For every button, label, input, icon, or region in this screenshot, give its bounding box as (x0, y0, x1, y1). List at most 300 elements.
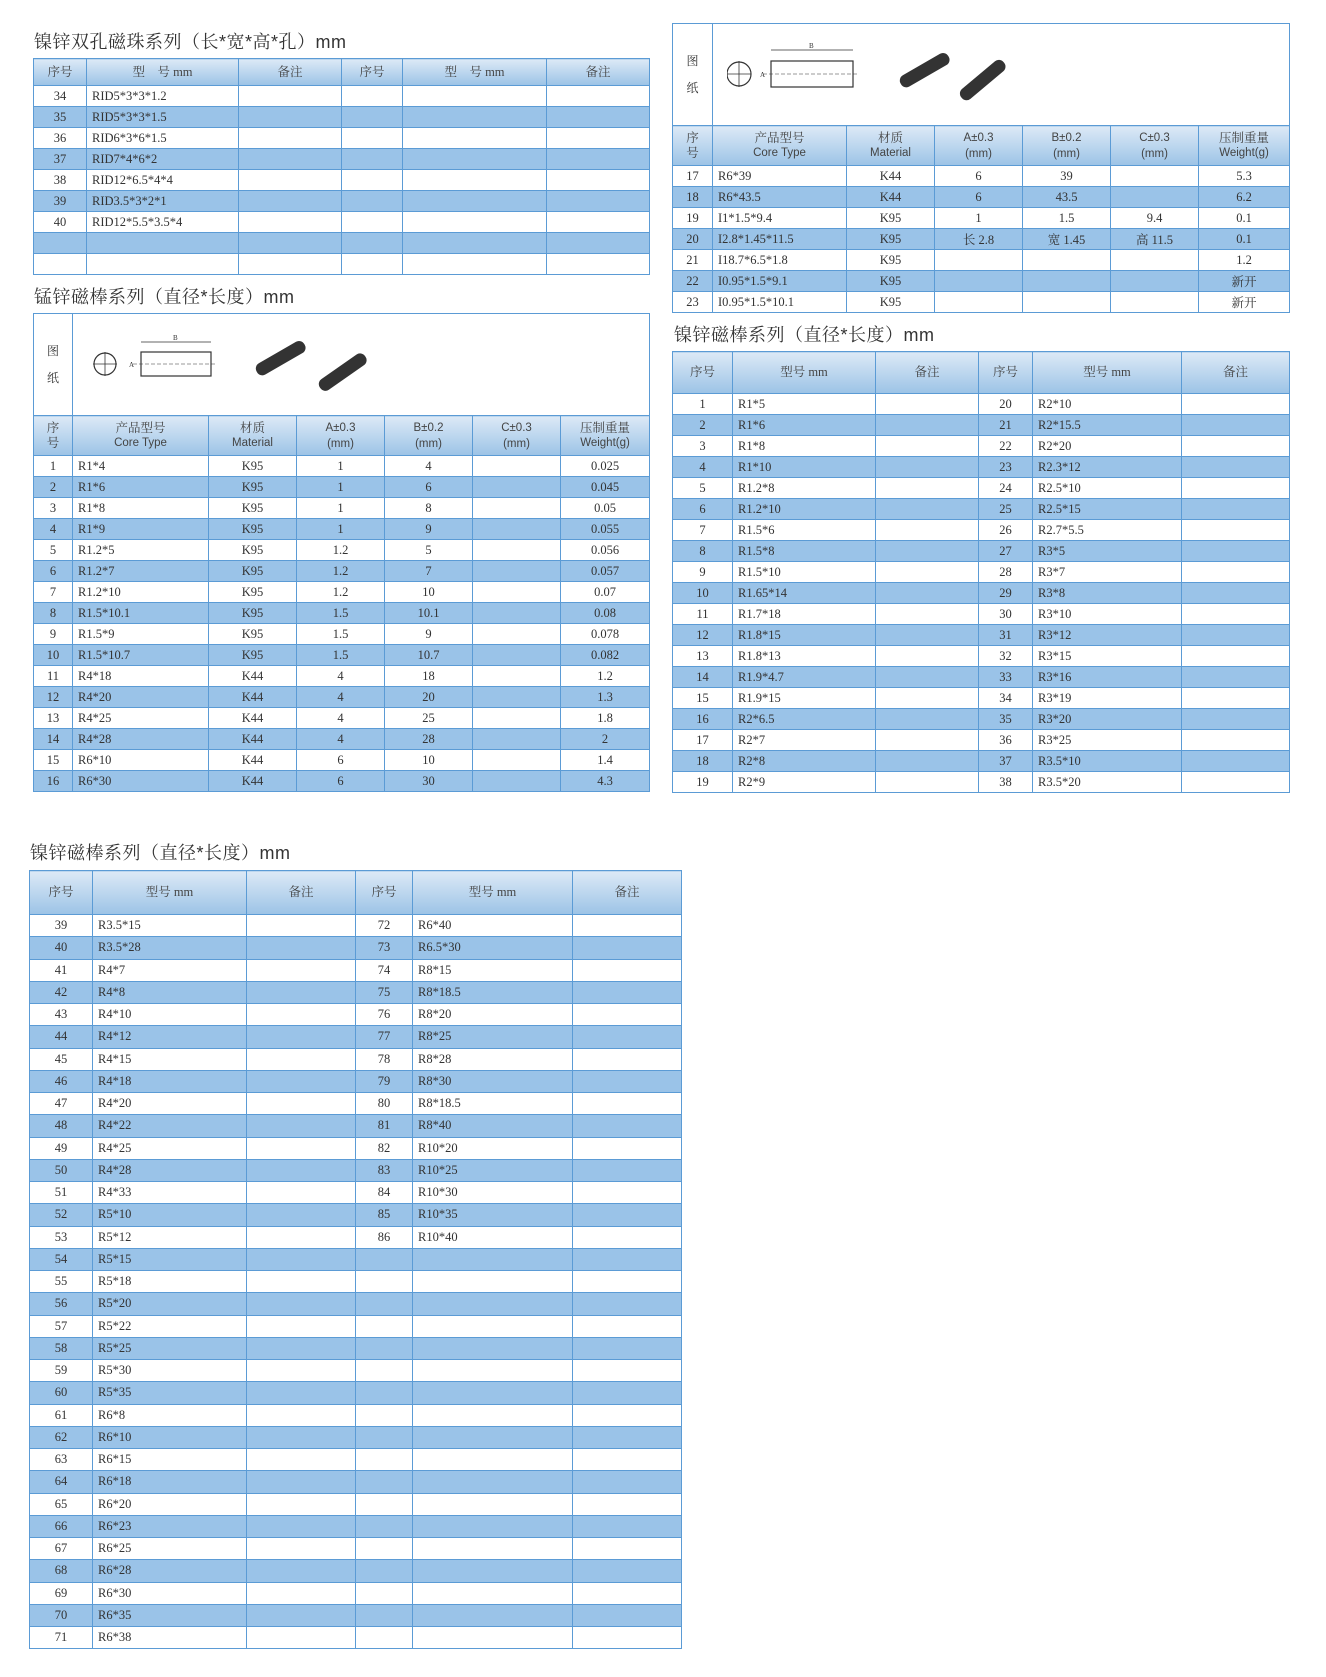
table-cell: 5 (385, 540, 473, 561)
table-cell (473, 477, 561, 498)
table-cell: R3*16 (1033, 667, 1182, 688)
table-cell: R1.9*15 (733, 688, 876, 709)
table-cell: K44 (847, 166, 935, 187)
table-cell: 41 (30, 959, 93, 981)
table-cell: R4*15 (93, 1048, 247, 1070)
table-cell: 61 (30, 1404, 93, 1426)
table-cell: 1.2 (297, 561, 385, 582)
table-cell (573, 1604, 682, 1626)
table-cell: 86 (356, 1226, 413, 1248)
table-cell: R2*20 (1033, 436, 1182, 457)
table-cell: K95 (847, 292, 935, 313)
svg-text:A: A (129, 361, 135, 369)
t1-header: 型 号 mm (87, 59, 239, 86)
svg-text:A: A (760, 71, 766, 79)
table-row (30, 1471, 682, 1493)
table-cell (573, 1627, 682, 1649)
table-cell: R1.5*10.1 (73, 603, 209, 624)
table-cell (1111, 292, 1199, 313)
table-cell: 30 (979, 604, 1033, 625)
table-cell (573, 1115, 682, 1137)
table-cell: 26 (979, 520, 1033, 541)
table-cell: 66 (30, 1515, 93, 1537)
table-cell: 1.2 (297, 582, 385, 603)
table-cell (403, 128, 547, 149)
table-cell: R1*4 (73, 456, 209, 477)
t4-header: 序号 (979, 352, 1033, 394)
table-row (34, 149, 650, 170)
table-cell: R6*39 (713, 166, 847, 187)
table-cell (1182, 688, 1290, 709)
table-cell: K44 (209, 687, 297, 708)
table-cell: 1.2 (297, 540, 385, 561)
table-cell (413, 1426, 573, 1448)
table-cell: R2.3*12 (1033, 457, 1182, 478)
table-cell: R1*8 (73, 498, 209, 519)
table-cell: R1.9*4.7 (733, 667, 876, 688)
table-cell: 6 (297, 771, 385, 792)
table-cell (1182, 436, 1290, 457)
t2-drawing-label (34, 314, 73, 416)
table-cell (473, 729, 561, 750)
table-cell (247, 981, 356, 1003)
table-cell: 29 (979, 583, 1033, 604)
table-row (673, 541, 1290, 562)
table-cell (356, 1515, 413, 1537)
table-cell: 1.5 (1023, 208, 1111, 229)
table-cell: 72 (356, 915, 413, 937)
table-row (673, 625, 1290, 646)
table-cell (239, 191, 342, 212)
table-cell (356, 1426, 413, 1448)
t5-header: 序号 (30, 871, 93, 915)
table-cell: 34 (34, 86, 87, 107)
table-row (673, 208, 1290, 229)
table-cell (876, 709, 979, 730)
table-cell: RID3.5*3*2*1 (87, 191, 239, 212)
t1-header: 备注 (547, 59, 650, 86)
table-cell: R8*18.5 (413, 1093, 573, 1115)
table-cell (413, 1560, 573, 1582)
table-row (30, 1182, 682, 1204)
table-cell: 68 (30, 1560, 93, 1582)
table-cell: 2 (561, 729, 650, 750)
table-cell (547, 107, 650, 128)
table-cell (1023, 271, 1111, 292)
table-cell (413, 1582, 573, 1604)
table-cell: R1*6 (733, 415, 876, 436)
table-cell (413, 1271, 573, 1293)
table-cell (573, 1337, 682, 1359)
table-cell: 82 (356, 1137, 413, 1159)
table-cell (356, 1627, 413, 1649)
table-cell (413, 1449, 573, 1471)
table-row (34, 191, 650, 212)
table-cell: 6 (34, 561, 73, 582)
table-row (34, 624, 650, 645)
table-cell: 4 (385, 456, 473, 477)
table-row (673, 229, 1290, 250)
table-row (30, 981, 682, 1003)
table-cell: R6*20 (93, 1493, 247, 1515)
table-cell: 0.05 (561, 498, 650, 519)
t2-header: 产品型号 Core Type (73, 416, 209, 456)
table-cell (239, 128, 342, 149)
table-cell: I18.7*6.5*1.8 (713, 250, 847, 271)
table-cell (403, 170, 547, 191)
table-cell (473, 645, 561, 666)
table-cell: 83 (356, 1159, 413, 1181)
table-cell (573, 1159, 682, 1181)
table-cell: 42 (30, 981, 93, 1003)
table-cell: K44 (209, 750, 297, 771)
table-cell (413, 1627, 573, 1649)
t5-header: 备注 (247, 871, 356, 915)
table-cell (1182, 520, 1290, 541)
table-cell: I0.95*1.5*9.1 (713, 271, 847, 292)
table-cell: R4*7 (93, 959, 247, 981)
table-cell: 17 (673, 166, 713, 187)
drawing-label-char: 纸 (46, 370, 59, 385)
table-cell (876, 583, 979, 604)
table-cell: 55 (30, 1271, 93, 1293)
table-cell: R2.5*10 (1033, 478, 1182, 499)
table-cell: R8*28 (413, 1048, 573, 1070)
table-cell: 37 (979, 751, 1033, 772)
table-row (30, 1048, 682, 1070)
table-cell (1182, 751, 1290, 772)
table-cell: K95 (847, 271, 935, 292)
table-cell: 0.078 (561, 624, 650, 645)
table-cell (413, 1515, 573, 1537)
t4-header: 型号 mm (733, 352, 876, 394)
table-cell (1182, 394, 1290, 415)
table-row (34, 477, 650, 498)
table-cell: 14 (34, 729, 73, 750)
table-cell (403, 149, 547, 170)
table-cell: 18 (673, 751, 733, 772)
table-cell (356, 1360, 413, 1382)
table-cell (573, 1515, 682, 1537)
table-cell: 4 (297, 666, 385, 687)
table-cell (1182, 415, 1290, 436)
table-cell (573, 1471, 682, 1493)
svg-text:B: B (809, 42, 814, 50)
table-cell (573, 915, 682, 937)
table-cell: 39 (30, 915, 93, 937)
table-cell: 30 (385, 771, 473, 792)
table-cell: 6 (297, 750, 385, 771)
table-cell (876, 667, 979, 688)
table-cell: R1*5 (733, 394, 876, 415)
t2-header: B±0.2 (mm) (385, 416, 473, 456)
table-cell: 6 (385, 477, 473, 498)
table-row (673, 688, 1290, 709)
table-cell: R4*22 (93, 1115, 247, 1137)
table-cell (247, 1449, 356, 1471)
table-cell (473, 687, 561, 708)
table-cell: R1*10 (733, 457, 876, 478)
table-cell: 28 (385, 729, 473, 750)
table-cell: 1 (297, 519, 385, 540)
table-cell (473, 750, 561, 771)
table-row (30, 1226, 682, 1248)
table-cell (1182, 667, 1290, 688)
table-row (30, 1293, 682, 1315)
table-row (673, 772, 1290, 793)
table-cell: I0.95*1.5*10.1 (713, 292, 847, 313)
table-row (34, 750, 650, 771)
table-cell (87, 254, 239, 275)
table-cell: 5.3 (1199, 166, 1290, 187)
table-cell: 71 (30, 1627, 93, 1649)
t5-header: 型号 mm (413, 871, 573, 915)
table-cell: 46 (30, 1070, 93, 1092)
t4-title: 镍锌磁棒系列（直径*长度）mm (674, 325, 935, 345)
table-cell: 7 (34, 582, 73, 603)
table-cell: 11 (673, 604, 733, 625)
t3-header: B±0.2 (mm) (1023, 126, 1111, 166)
table-row (30, 937, 682, 959)
table-row (30, 1004, 682, 1026)
table-cell: R6*43.5 (713, 187, 847, 208)
table-cell: 20 (979, 394, 1033, 415)
table-cell (247, 1560, 356, 1582)
table-cell: R1.2*10 (73, 582, 209, 603)
table-cell: R8*30 (413, 1070, 573, 1092)
t3-header: C±0.3 (mm) (1111, 126, 1199, 166)
table-cell (247, 1404, 356, 1426)
table-row (34, 708, 650, 729)
table-row (34, 687, 650, 708)
table-row (673, 709, 1290, 730)
table-cell: 1 (673, 394, 733, 415)
table-cell (547, 86, 650, 107)
table-cell: R3*15 (1033, 646, 1182, 667)
table-cell (247, 1226, 356, 1248)
table-cell (34, 233, 87, 254)
table-cell (356, 1471, 413, 1493)
table-cell: R2.5*15 (1033, 499, 1182, 520)
table-cell: 35 (979, 709, 1033, 730)
table-cell: R4*33 (93, 1182, 247, 1204)
table-cell (247, 1538, 356, 1560)
table-row (673, 667, 1290, 688)
table-cell: 宽 1.45 (1023, 229, 1111, 250)
table-cell: K44 (209, 729, 297, 750)
table-cell: 23 (673, 292, 713, 313)
table-cell: R1.8*13 (733, 646, 876, 667)
table-cell (573, 1004, 682, 1026)
table-cell (413, 1315, 573, 1337)
table-cell: 77 (356, 1026, 413, 1048)
table-row (673, 166, 1290, 187)
table-cell (573, 1560, 682, 1582)
table-cell: 6 (673, 499, 733, 520)
table-cell: R3*20 (1033, 709, 1182, 730)
table-cell: 73 (356, 937, 413, 959)
table-cell (473, 498, 561, 519)
table-cell: R6*15 (93, 1449, 247, 1471)
table-cell: K44 (847, 187, 935, 208)
t2-header: C±0.3 (mm) (473, 416, 561, 456)
table-cell (876, 730, 979, 751)
table-cell: 79 (356, 1070, 413, 1092)
table-cell (547, 128, 650, 149)
table-cell: 43 (30, 1004, 93, 1026)
table-cell: 12 (34, 687, 73, 708)
table-cell: 4 (673, 457, 733, 478)
table-cell: 9 (385, 624, 473, 645)
table-cell (356, 1560, 413, 1582)
table-row (34, 561, 650, 582)
table-cell (356, 1493, 413, 1515)
table-cell: 7 (673, 520, 733, 541)
table-cell: 20 (385, 687, 473, 708)
table-cell: R6*38 (93, 1627, 247, 1649)
t1-header: 型 号 mm (403, 59, 547, 86)
table-row (673, 187, 1290, 208)
table-cell (876, 562, 979, 583)
table-cell: 22 (673, 271, 713, 292)
table-cell (239, 170, 342, 191)
table-cell (573, 1382, 682, 1404)
table-cell (876, 499, 979, 520)
table-cell: 5 (673, 478, 733, 499)
table-cell: 9 (34, 624, 73, 645)
table-cell: 20 (673, 229, 713, 250)
table-row (673, 730, 1290, 751)
table-cell (247, 1604, 356, 1626)
table-cell (403, 86, 547, 107)
table-cell: 9 (385, 519, 473, 540)
table-cell (876, 520, 979, 541)
table-cell: 38 (34, 170, 87, 191)
table-row (30, 1026, 682, 1048)
table-cell: 53 (30, 1226, 93, 1248)
table-cell (876, 436, 979, 457)
t3-header: 材质 Material (847, 126, 935, 166)
table-cell (876, 478, 979, 499)
table-cell: 8 (34, 603, 73, 624)
table-cell: R6*25 (93, 1538, 247, 1560)
table-cell: 80 (356, 1093, 413, 1115)
table-cell (247, 1337, 356, 1359)
table-cell (413, 1604, 573, 1626)
t5-title: 镍锌磁棒系列（直径*长度）mm (30, 843, 291, 863)
table-cell: 24 (979, 478, 1033, 499)
table-cell: K95 (209, 540, 297, 561)
table-cell (356, 1538, 413, 1560)
table-cell (413, 1538, 573, 1560)
table-cell: 15 (673, 688, 733, 709)
table-cell: 1 (297, 456, 385, 477)
table-cell: 76 (356, 1004, 413, 1026)
table-cell: 1 (935, 208, 1023, 229)
t3-header: A±0.3 (mm) (935, 126, 1023, 166)
table-cell: 19 (673, 208, 713, 229)
t5-table (29, 870, 682, 1649)
table-cell: R3*5 (1033, 541, 1182, 562)
table-cell: R1.5*9 (73, 624, 209, 645)
table-cell (573, 1248, 682, 1270)
table-cell: 67 (30, 1538, 93, 1560)
table-cell: 62 (30, 1426, 93, 1448)
table-cell: R3.5*15 (93, 915, 247, 937)
table-row (34, 170, 650, 191)
table-cell (473, 708, 561, 729)
table-cell: 1 (297, 477, 385, 498)
table-cell: R3*19 (1033, 688, 1182, 709)
table-cell (573, 1582, 682, 1604)
table-cell (1023, 250, 1111, 271)
table-cell: R6*18 (93, 1471, 247, 1493)
table-cell (547, 233, 650, 254)
table-cell: 6.2 (1199, 187, 1290, 208)
table-cell: 8 (673, 541, 733, 562)
table-row (30, 1382, 682, 1404)
table-cell: 13 (673, 646, 733, 667)
t2-header: 压制重量 Weight(g) (561, 416, 650, 456)
drawing-label-char: 纸 (686, 80, 699, 95)
t2-header: A±0.3 (mm) (297, 416, 385, 456)
table-cell (247, 1248, 356, 1270)
table-cell: 31 (979, 625, 1033, 646)
table-cell (473, 666, 561, 687)
table-cell (1182, 583, 1290, 604)
table-cell: K44 (209, 666, 297, 687)
table-cell: R10*35 (413, 1204, 573, 1226)
table-cell (247, 1204, 356, 1226)
table-cell: R1*8 (733, 436, 876, 457)
table-cell (247, 1137, 356, 1159)
table-cell: 37 (34, 149, 87, 170)
t4-header: 备注 (1182, 352, 1290, 394)
table-cell: R4*25 (93, 1137, 247, 1159)
table-cell: R3.5*20 (1033, 772, 1182, 793)
table-cell: 59 (30, 1360, 93, 1382)
t4-table (672, 351, 1290, 793)
table-cell: R2*9 (733, 772, 876, 793)
table-cell (573, 981, 682, 1003)
table-cell (573, 1048, 682, 1070)
table-cell: 9.4 (1111, 208, 1199, 229)
table-cell: R8*25 (413, 1026, 573, 1048)
table-cell (247, 1293, 356, 1315)
table-cell (342, 191, 403, 212)
table-row (673, 394, 1290, 415)
table-cell (573, 1426, 682, 1448)
table-cell: I2.8*1.45*11.5 (713, 229, 847, 250)
table-cell (247, 1627, 356, 1649)
table-cell (573, 1271, 682, 1293)
table-cell: R8*20 (413, 1004, 573, 1026)
table-cell: 28 (979, 562, 1033, 583)
table-row (30, 915, 682, 937)
table-cell: 78 (356, 1048, 413, 1070)
table-cell: 9 (673, 562, 733, 583)
table-cell: 4 (297, 729, 385, 750)
table-cell (573, 1293, 682, 1315)
table-cell: 11 (34, 666, 73, 687)
table-cell: RID5*3*3*1.5 (87, 107, 239, 128)
table-cell: 10 (673, 583, 733, 604)
table-cell: R1*9 (73, 519, 209, 540)
table-cell: 21 (673, 250, 713, 271)
table-cell: R4*28 (93, 1159, 247, 1181)
t5-header: 备注 (573, 871, 682, 915)
table-cell: R6*8 (93, 1404, 247, 1426)
